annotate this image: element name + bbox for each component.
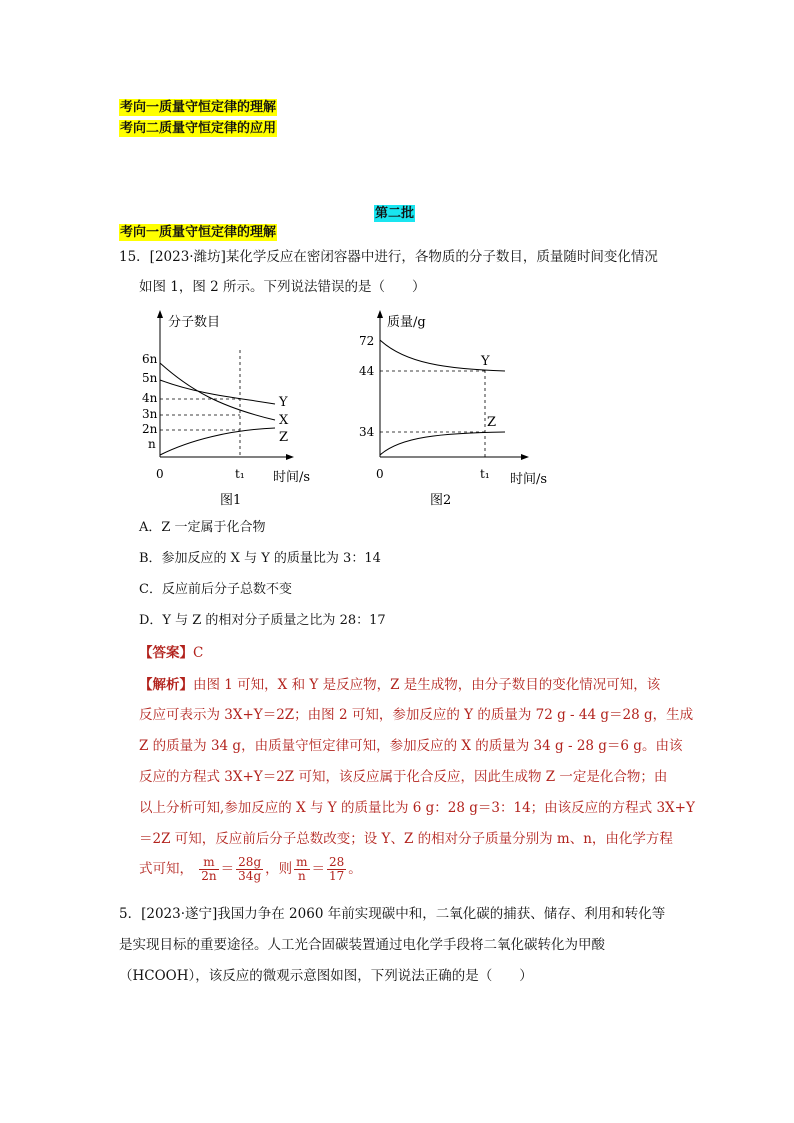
fig1-label-z: Z [279, 430, 289, 445]
fig1-t1: t₁ [235, 467, 245, 481]
analysis-label: 【解析】 [139, 677, 193, 693]
analysis-line-3: Z 的质量为 34 g，由质量守恒定律可知，参加反应的 X 的质量为 34 g - 28 g＝6 g。由该 [139, 738, 683, 754]
figure-1-molecule-count-graph [130, 305, 325, 515]
fig2-y-arrow [377, 310, 383, 318]
fig2-ylabel: 质量/g [387, 315, 426, 330]
answer-line [139, 643, 203, 663]
question-15-line-1: 15．[2023·潍坊]某化学反应在密闭容器中进行，各物质的分子数目，质量随时间变化情况 [119, 249, 658, 265]
analysis-line-1 [139, 675, 660, 695]
fig1-guides [160, 350, 240, 457]
analysis-line-2: 反应可表示为 3X+Y＝2Z；由图 2 可知，参加反应的 Y 的质量为 72 g - 44 g＝28 g，生成 [139, 707, 694, 723]
fig1-tick-2n: 2n [142, 422, 158, 436]
answer-label: 【答案】 [139, 645, 193, 661]
analysis-text-1: 由图 1 可知，X 和 Y 是反应物，Z 是生成物，由分子数目的变化情况可知，该 [193, 677, 661, 693]
fig1-ylabel: 分子数目 [168, 315, 221, 330]
fig1-origin: 0 [156, 467, 164, 481]
fig1-tick-5n: 5n [142, 371, 158, 385]
fig2-label-y: Y [481, 354, 490, 369]
fig2-caption: 图2 [430, 493, 452, 508]
fig2-tick-44: 44 [359, 364, 375, 378]
formula-end: 。 [348, 861, 362, 877]
question-5-line-3: （HCOOH），该反应的微观示意图如图，下列说法正确的是（ ） [119, 968, 533, 984]
fig1-curve-z [160, 428, 275, 455]
analysis-line-6: ＝2Z 可知，反应前后分子总数改变；设 Y、Z 的相对分子质量分别为 m、n，由化学方程 [139, 831, 673, 847]
fig1-label-y: Y [279, 395, 288, 410]
option-b: B．参加反应的 X 与 Y 的质量比为 3：14 [139, 551, 381, 566]
fig1-caption: 图1 [220, 493, 242, 508]
formula-prefix: 式可知， [139, 861, 193, 877]
fig1-label-x: X [279, 413, 289, 428]
fig2-t1: t₁ [480, 467, 490, 481]
heading-topic-2: 考向二质量守恒定律的应用 [120, 121, 277, 136]
fig2-tick-72: 72 [359, 334, 375, 348]
fig2-curve-z [380, 432, 505, 455]
fig1-tick-6n: 6n [142, 352, 158, 366]
fig2-xlabel: 时间/s [510, 472, 548, 487]
analysis-formula-line [139, 856, 362, 883]
formula-equals-2: ＝ [311, 861, 326, 877]
fig1-tick-3n: 3n [142, 407, 158, 421]
analysis-line-4: 反应的方程式 3X+Y＝2Z 可知，该反应属于化合反应，因此生成物 Z 一定是化合物；由 [139, 769, 668, 785]
fig1-xlabel: 时间/s [273, 470, 311, 485]
option-d: D．Y 与 Z 的相对分子质量之比为 28：17 [139, 613, 386, 628]
option-c: C．反应前后分子总数不变 [139, 582, 292, 597]
formula-then: ，则 [265, 861, 293, 877]
question-5-line-2: 是实现目标的重要途径。人工光合固碳装置通过电化学手段将二氧化碳转化为甲酸 [119, 937, 605, 953]
heading-topic-1: 考向一质量守恒定律的理解 [120, 100, 277, 115]
fig1-x-arrow [286, 454, 294, 460]
option-a: A．Z 一定属于化合物 [139, 520, 266, 535]
fig1-tick-n: n [148, 437, 156, 451]
question-15-line-2: 如图 1，图 2 所示。下列说法错误的是（ ） [139, 279, 426, 295]
fraction-28g-over-34g: $\frac{28g}{34g}$ [238, 855, 262, 883]
fig1-curve-y [160, 380, 275, 404]
fig1-tick-4n: 4n [142, 391, 158, 405]
fraction-m-over-n: $\frac{m}{n}$ [296, 855, 308, 883]
question-5-line-1: 5．[2023·遂宁]我国力争在 2060 年前实现碳中和，二氧化碳的捕获、储存、利用和转化等 [119, 906, 666, 922]
fig1-y-arrow [157, 310, 163, 318]
formula-equals: ＝ [220, 861, 235, 877]
fig2-guides [380, 370, 485, 457]
answer-value: C [193, 645, 204, 661]
figure-2-mass-graph [355, 305, 565, 515]
fig2-origin: 0 [376, 467, 384, 481]
fig2-x-arrow [521, 454, 529, 460]
analysis-line-5: 以上分析可知,参加反应的 X 与 Y 的质量比为 6 g：28 g＝3：14；由该反应的方程式 3X+Y [139, 800, 695, 816]
fig2-label-z: Z [487, 415, 497, 430]
fig2-tick-34: 34 [359, 425, 375, 439]
fraction-m-over-2n: $\frac{m}{2n}$ [201, 855, 217, 883]
fig1-curve-x [160, 363, 275, 420]
section-heading: 考向一质量守恒定律的理解 [120, 225, 277, 240]
batch-heading: 第二批 [375, 206, 415, 221]
fraction-28-over-17: $\frac{28}{17}$ [329, 855, 345, 883]
